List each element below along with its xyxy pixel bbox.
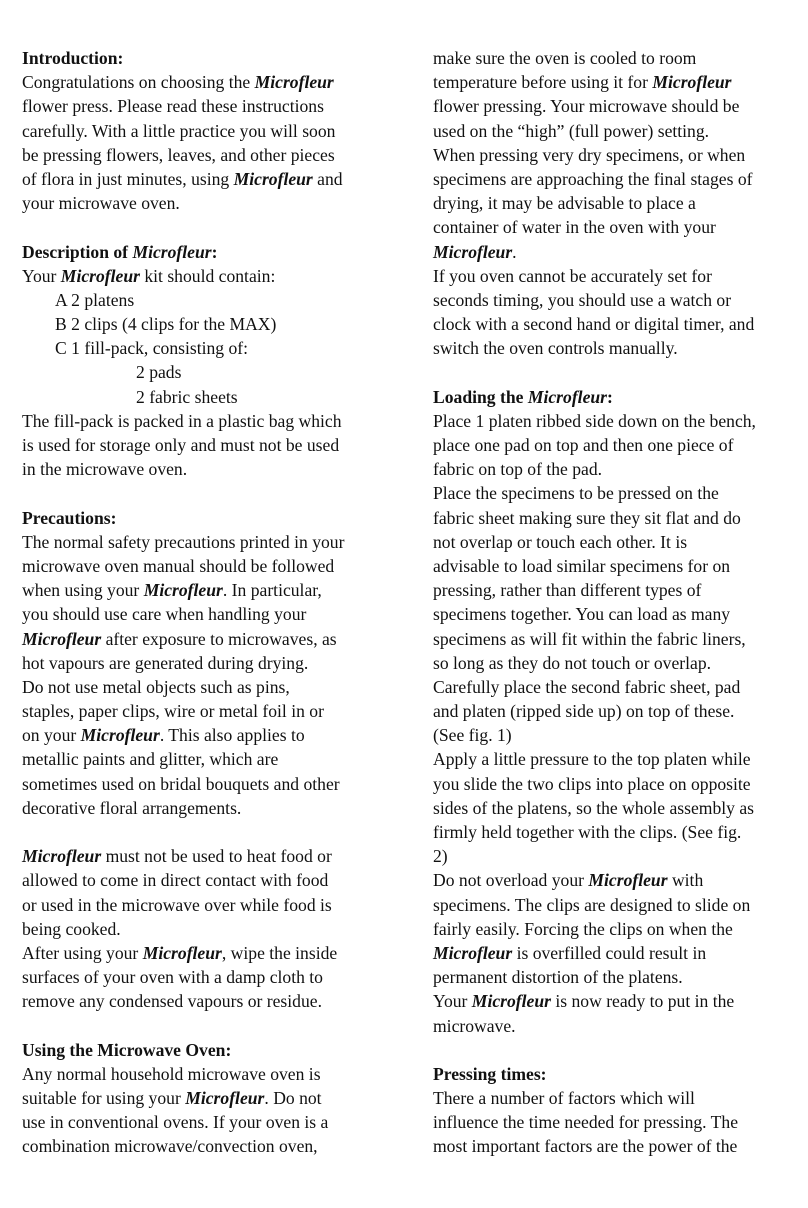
heading-text: Description of	[22, 241, 133, 262]
text-span: flower pressing. Your microwave should be	[433, 96, 740, 117]
text-line	[22, 675, 394, 699]
text-line	[22, 409, 394, 433]
text-span: container of water in the oven with your	[433, 217, 716, 238]
text-span: There a number of factors which will	[433, 1088, 695, 1109]
text-line	[433, 240, 803, 264]
text-span: 2 fabric sheets	[136, 386, 238, 407]
text-line	[433, 651, 803, 675]
heading-text: Pressing times:	[433, 1063, 547, 1084]
text-span: when using your	[22, 580, 144, 601]
text-span: microwave.	[433, 1015, 516, 1036]
text-span: drying, it may be advisable to place a	[433, 193, 696, 214]
text-span: influence the time needed for pressing. The	[433, 1112, 739, 1133]
text-span: being cooked.	[22, 918, 121, 939]
text-line	[433, 1110, 803, 1134]
text-line	[22, 288, 394, 312]
text-span: in the microwave oven.	[22, 459, 188, 480]
text-line	[433, 772, 803, 796]
text-line	[433, 70, 803, 94]
product-name: Microfleur	[471, 991, 551, 1012]
text-span: switch the oven controls manually.	[433, 338, 678, 359]
text-span: 2 pads	[136, 362, 182, 383]
text-line	[22, 433, 394, 457]
text-span: your microwave oven.	[22, 193, 180, 214]
text-line	[433, 481, 803, 505]
text-span: flower press. Please read these instructions	[22, 96, 324, 117]
text-line	[22, 554, 394, 578]
text-line	[22, 796, 394, 820]
product-name: Microfleur	[60, 265, 140, 286]
text-line	[22, 699, 394, 723]
text-span: suitable for using your	[22, 1088, 186, 1109]
text-span: allowed to come in direct contact with food	[22, 870, 329, 891]
text-span: sometimes used on bridal bouquets and other	[22, 773, 340, 794]
text-line	[433, 46, 803, 70]
text-span: Place the specimens to be pressed on the	[433, 483, 719, 504]
left-text-column	[22, 46, 394, 1159]
heading-text: Using the Microwave Oven:	[22, 1039, 232, 1060]
text-span: kit should contain:	[139, 265, 276, 286]
text-line	[22, 191, 394, 215]
text-span: so long as they do not touch or overlap.	[433, 652, 712, 673]
text-span: remove any condensed vapours or residue.	[22, 991, 322, 1012]
text-line	[433, 264, 803, 288]
text-span: specimens together. You can load as many	[433, 604, 731, 625]
blank-line	[433, 1038, 803, 1062]
text-line	[22, 965, 394, 989]
text-span: The normal safety precautions printed in your	[22, 531, 345, 552]
product-name: Microfleur	[433, 942, 513, 963]
text-line	[22, 602, 394, 626]
product-name: Microfleur	[22, 846, 102, 867]
text-line	[433, 506, 803, 530]
text-line	[22, 868, 394, 892]
text-span: combination microwave/convection oven,	[22, 1136, 318, 1157]
text-line	[433, 457, 803, 481]
text-line	[433, 1014, 803, 1038]
text-span: temperature before using it for	[433, 72, 653, 93]
text-line	[22, 530, 394, 554]
text-span: most important factors are the power of the	[433, 1136, 738, 1157]
product-name: Microfleur	[185, 1088, 265, 1109]
text-span: advisable to load similar specimens for on	[433, 555, 731, 576]
text-span: Do not use metal objects such as pins,	[22, 676, 290, 697]
text-span: B 2 clips (4 clips for the MAX)	[55, 314, 277, 335]
heading-text: :	[211, 241, 218, 262]
text-span: When pressing very dry specimens, or when	[433, 144, 746, 165]
product-name: Microfleur	[143, 580, 223, 601]
text-span: make sure the oven is cooled to room	[433, 48, 697, 68]
text-line	[22, 1086, 394, 1110]
text-span: A 2 platens	[55, 289, 135, 310]
text-line	[22, 723, 394, 747]
text-line	[433, 433, 803, 457]
text-span: .	[512, 241, 517, 262]
text-line	[433, 796, 803, 820]
text-line	[433, 723, 803, 747]
text-line	[22, 143, 394, 167]
text-line	[22, 844, 394, 868]
text-line	[433, 893, 803, 917]
text-line	[433, 119, 803, 143]
blank-line	[22, 215, 394, 239]
text-line	[433, 191, 803, 215]
text-span: fabric sheet making sure they sit flat and do	[433, 507, 741, 528]
text-line	[22, 989, 394, 1013]
section-heading	[22, 506, 394, 530]
text-line	[22, 385, 394, 409]
section-heading	[22, 240, 394, 264]
text-span: fabric on top of the pad.	[433, 459, 603, 480]
text-span: . Do not	[264, 1088, 322, 1109]
right-text-column	[433, 46, 803, 1159]
heading-text: Introduction:	[22, 48, 124, 68]
blank-line	[22, 481, 394, 505]
text-span: of flora in just minutes, using	[22, 168, 234, 189]
text-line	[433, 94, 803, 118]
text-span: Place 1 platen ribbed side down on the bench,	[433, 410, 756, 431]
product-name: Microfleur	[254, 72, 334, 93]
text-span: and platen (ripped side up) on top of these.	[433, 701, 735, 722]
text-line	[433, 602, 803, 626]
text-line	[433, 820, 803, 844]
heading-text: :	[607, 386, 613, 407]
text-span: Do not overload your	[433, 870, 589, 891]
text-span: hot vapours are generated during drying.	[22, 652, 309, 673]
text-span: Any normal household microwave oven is	[22, 1063, 321, 1084]
blank-line	[22, 1014, 394, 1038]
text-span: is overfilled could result in	[512, 942, 707, 963]
heading-text: Precautions:	[22, 507, 117, 528]
text-line	[433, 747, 803, 771]
text-line	[433, 215, 803, 239]
text-span: on your	[22, 725, 81, 746]
text-span: After using your	[22, 942, 143, 963]
product-name: Microfleur	[233, 168, 313, 189]
text-line	[22, 70, 394, 94]
section-heading	[433, 385, 803, 409]
text-span: microwave oven manual should be followed	[22, 555, 335, 576]
text-line	[433, 917, 803, 941]
text-line	[22, 312, 394, 336]
text-line	[433, 312, 803, 336]
text-span: carefully. With a little practice you will soon	[22, 120, 336, 141]
product-name: Microfleur	[652, 72, 732, 93]
text-span: clock with a second hand or digital timer, and	[433, 314, 755, 335]
text-span: Congratulations on choosing the	[22, 72, 255, 93]
text-span: surfaces of your oven with a damp cloth to	[22, 967, 323, 988]
heading-text: Loading the	[433, 386, 528, 407]
text-span: (See fig. 1)	[433, 725, 512, 746]
text-span: used on the “high” (full power) setting.	[433, 120, 710, 141]
text-line	[433, 530, 803, 554]
text-line	[433, 989, 803, 1013]
product-name: Microfleur	[132, 241, 212, 262]
text-span: specimens. The clips are designed to slide on	[433, 894, 751, 915]
text-span: with	[667, 870, 704, 891]
text-line	[433, 627, 803, 651]
text-span: Your	[433, 991, 472, 1012]
text-line	[433, 675, 803, 699]
text-line	[22, 119, 394, 143]
text-line	[22, 627, 394, 651]
text-span: you should use care when handling your	[22, 604, 307, 625]
text-span: permanent distortion of the platens.	[433, 967, 683, 988]
text-span: is now ready to put in the	[550, 991, 735, 1012]
text-span: The fill-pack is packed in a plastic bag which	[22, 410, 342, 431]
text-span: is used for storage only and must not be used	[22, 435, 340, 455]
text-line	[22, 1134, 394, 1158]
text-line	[22, 167, 394, 191]
text-span: you slide the two clips into place on opposite	[433, 773, 751, 794]
text-line	[22, 1062, 394, 1086]
text-span: Your	[22, 265, 61, 286]
text-line	[433, 336, 803, 360]
section-heading	[22, 1038, 394, 1062]
text-line	[433, 143, 803, 167]
product-name: Microfleur	[142, 942, 222, 963]
text-line	[433, 868, 803, 892]
text-span: and	[312, 168, 343, 189]
text-line	[433, 1086, 803, 1110]
text-span: C 1 fill-pack, consisting of:	[55, 338, 249, 359]
text-line	[433, 699, 803, 723]
text-line	[433, 288, 803, 312]
blank-line	[433, 360, 803, 384]
text-span: place one pad on top and then one piece of	[433, 435, 734, 455]
section-heading	[433, 1062, 803, 1086]
text-span: 2)	[433, 846, 448, 867]
text-line	[22, 264, 394, 288]
text-line	[433, 941, 803, 965]
text-span: after exposure to microwaves, as	[101, 628, 337, 649]
text-span: staples, paper clips, wire or metal foil in or	[22, 701, 324, 722]
text-span: specimens are approaching the final stages of	[433, 168, 753, 189]
text-span: pressing, rather than different types of	[433, 580, 702, 601]
text-span: . This also applies to	[159, 725, 305, 746]
text-line	[22, 578, 394, 602]
product-name: Microfleur	[22, 628, 102, 649]
text-span: sides of the platens, so the whole assembly as	[433, 797, 755, 818]
section-heading	[22, 46, 394, 70]
text-line	[22, 360, 394, 384]
text-line	[22, 772, 394, 796]
text-line	[433, 844, 803, 868]
text-line	[433, 965, 803, 989]
text-line	[433, 554, 803, 578]
product-name: Microfleur	[527, 386, 608, 407]
product-name: Microfleur	[588, 870, 668, 891]
text-span: seconds timing, you should use a watch or	[433, 289, 732, 310]
text-span: Carefully place the second fabric sheet, pad	[433, 676, 741, 697]
product-name: Microfleur	[80, 725, 160, 746]
text-line	[433, 1134, 803, 1158]
text-line	[433, 167, 803, 191]
text-line	[433, 409, 803, 433]
text-line	[22, 651, 394, 675]
text-span: use in conventional ovens. If your oven is a	[22, 1112, 329, 1133]
text-line	[433, 578, 803, 602]
text-line	[22, 917, 394, 941]
text-line	[22, 747, 394, 771]
text-span: . In particular,	[222, 580, 322, 601]
text-span: Apply a little pressure to the top platen while	[433, 749, 751, 770]
text-span: specimens as will fit within the fabric liners,	[433, 628, 746, 649]
text-span: fairly easily. Forcing the clips on when the	[433, 918, 733, 939]
text-span: metallic paints and glitter, which are	[22, 749, 279, 770]
text-line	[22, 893, 394, 917]
text-span: decorative floral arrangements.	[22, 797, 242, 818]
text-span: must not be used to heat food or	[101, 846, 332, 867]
text-span: or used in the microwave over while food is	[22, 894, 332, 915]
text-line	[22, 336, 394, 360]
text-span: If you oven cannot be accurately set for	[433, 265, 712, 286]
text-span: , wipe the inside	[221, 942, 338, 963]
text-line	[22, 94, 394, 118]
text-span: be pressing flowers, leaves, and other pieces	[22, 144, 335, 165]
product-name: Microfleur	[433, 241, 513, 262]
blank-line	[22, 820, 394, 844]
text-line	[22, 941, 394, 965]
text-span: firmly held together with the clips. (See fig.	[433, 822, 742, 842]
text-line	[22, 1110, 394, 1134]
text-line	[22, 457, 394, 481]
text-span: not overlap or touch each other. It is	[433, 531, 688, 552]
